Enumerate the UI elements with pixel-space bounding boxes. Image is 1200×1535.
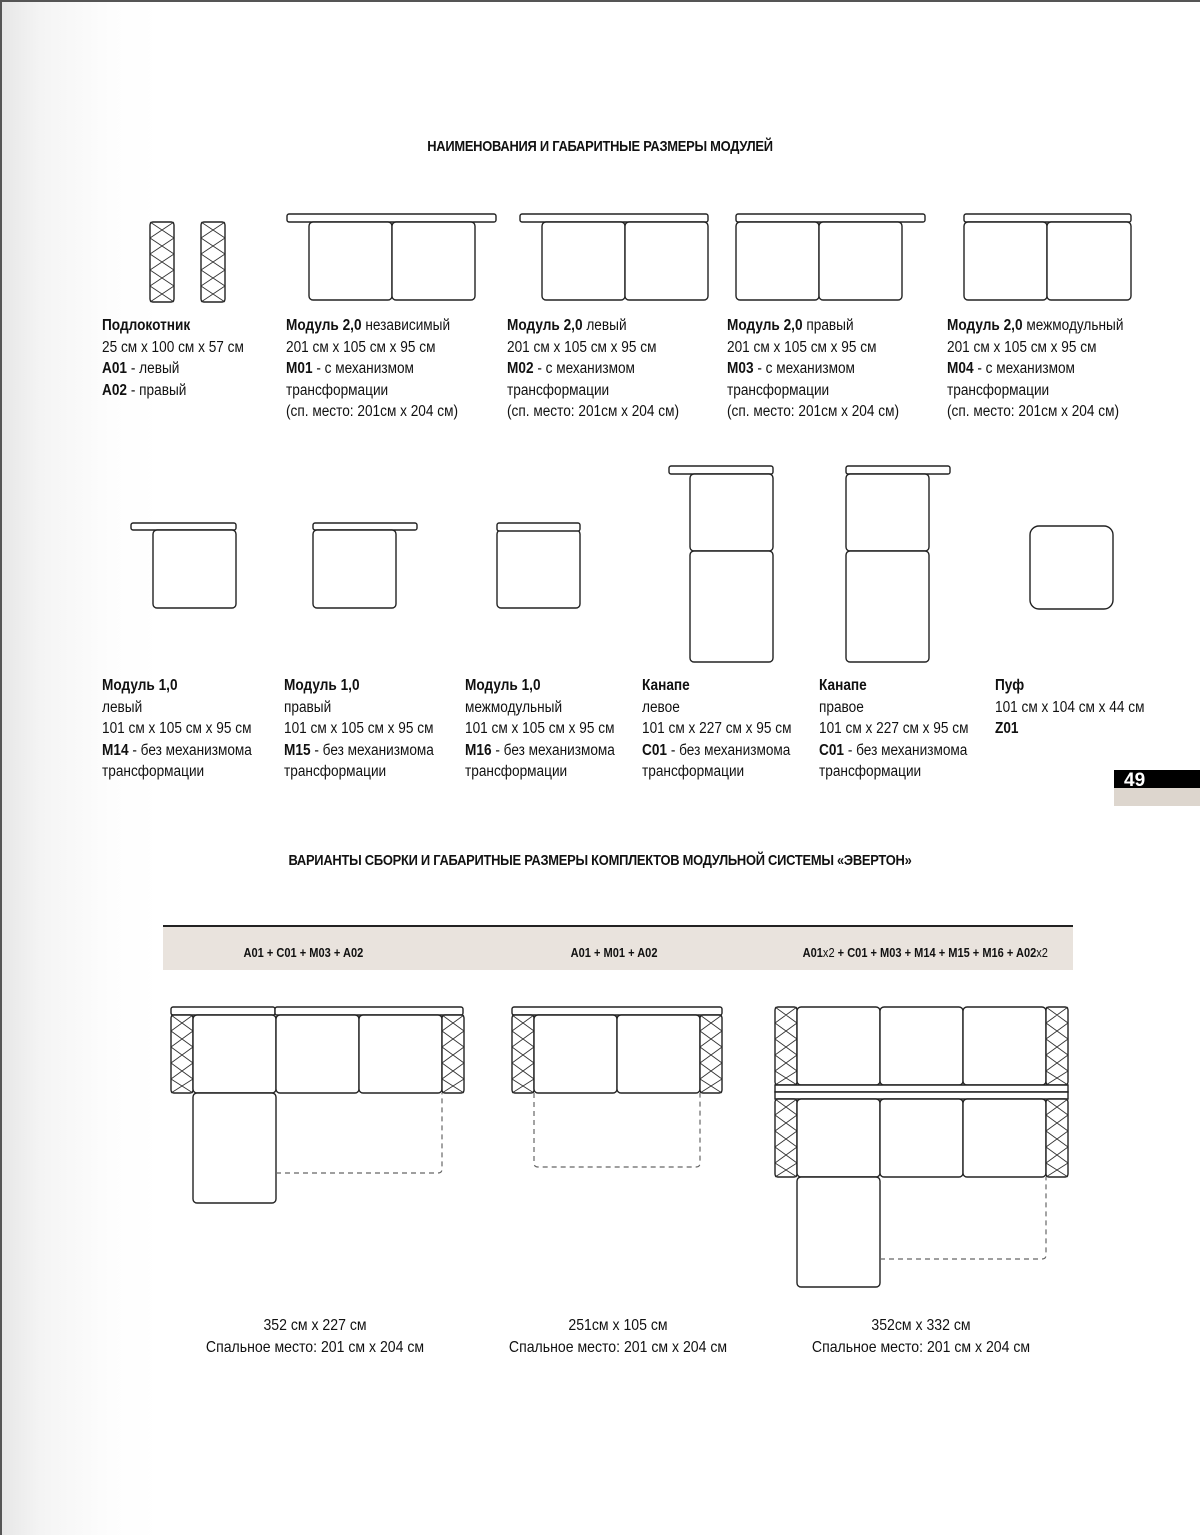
module-code-desc-cont: трансформации [284,763,387,780]
module-code: M15 [284,741,311,759]
module-variant: левое [642,698,680,716]
module-code: M02 [507,360,534,377]
module-code-desc-cont: трансформации [947,381,1050,399]
set-size: 251см х 105 см [568,1317,668,1334]
module-code-desc: - без механизмома [491,741,615,759]
page-number-tab [1114,770,1200,806]
module-code: M14 [102,741,129,759]
module-size: 101 см х 104 см х 44 см [995,698,1145,716]
module-code-desc: - без механизмома [310,741,434,759]
set-size: 352 см х 227 см [263,1317,367,1334]
set-1-drawing [171,1007,465,1205]
section-title-sets: ВАРИАНТЫ СБОРКИ И ГАБАРИТНЫЕ РАЗМЕРЫ КОМПЛЕКТОВ МОДУЛЬНОЙ СИСТЕМЫ «ЭВЕРТОН» [288,852,912,869]
set-2-dimensions [486,1315,750,1359]
module-sleep-size: (сп. место: 201см х 204 см) [507,403,680,420]
module-name: Модуль 2,0 [727,317,803,334]
set-formulas-band [163,925,1073,970]
page-border [0,0,2,1535]
module-code-desc-cont: трансформации [819,763,922,780]
module-name: Модуль 2,0 [286,317,362,334]
module-code-desc: - без механизмома [667,741,791,759]
module-size: 101 см х 227 см х 95 см [819,720,969,737]
module-caption-m02 [507,315,679,423]
pouf-drawing [1030,526,1114,610]
module-caption-m03 [727,315,899,423]
formula-part: A01 [802,945,823,960]
module-size: 201 см х 105 см х 95 см [507,338,657,356]
module-size: 201 см х 105 см х 95 см [947,338,1097,356]
module-size: 101 см х 227 см х 95 см [642,720,792,737]
module-caption-canape-right [819,675,968,783]
module-name: Модуль 1,0 [102,677,178,694]
module-size: 101 см х 105 см х 95 см [465,720,615,737]
module-code: M01 [286,360,313,377]
module-code-desc-cont: трансформации [102,763,205,780]
module-code: A02 [102,381,128,399]
module-variant: правое [819,698,864,716]
module-caption-m15 [284,675,434,783]
armrest-left-drawing [150,222,174,302]
set-formula [803,945,1048,960]
module-sleep-size: (сп. место: 201см х 204 см) [947,403,1120,420]
module-size: 101 см х 105 см х 95 см [102,720,252,737]
module-variant: межмодульный [465,698,563,716]
module-2-right-drawing [736,214,926,302]
set-3-dimensions [789,1315,1053,1359]
module-caption-m01 [286,315,458,423]
module-code-desc: - с механизмом [312,360,414,377]
module-code: A01 [102,360,128,377]
module-size: 201 см х 105 см х 95 см [727,338,877,356]
module-code-desc: - с механизмом [753,360,855,377]
set-sleep-size: Спальное место: 201 см х 204 см [811,1339,1031,1356]
module-variant: межмодульный [1022,317,1124,334]
page-number: 49 [1114,770,1200,788]
set-size: 352см х 332 см [871,1317,971,1334]
set-3-drawing [775,1007,1069,1289]
module-2-intermodule-drawing [964,214,1134,302]
set-sleep-size: Спальное место: 201 см х 204 см [205,1339,425,1356]
module-code-desc: - с механизмом [973,360,1075,377]
module-variant: левый [102,698,143,716]
module-variant: левый [582,317,627,334]
module-caption-canape-left [642,675,791,783]
module-2-independent-drawing [287,214,497,302]
module-2-left-drawing [520,214,710,302]
page-border [0,0,1200,2]
set-formula: A01 + C01 + M03 + A02 [243,945,364,960]
module-code: M16 [465,741,492,759]
module-size: 101 см х 105 см х 95 см [284,720,434,737]
module-name: Канапе [642,677,690,694]
module-code-desc-cont: трансформации [465,763,568,780]
formula-multiplier: x2 [822,945,835,960]
module-name: Модуль 1,0 [284,677,360,694]
formula-part: + C01 + M03 + M14 + M15 + M16 + A02 [834,945,1037,960]
module-code: M03 [727,360,754,377]
module-1-right-drawing [313,523,419,609]
module-caption-m04 [947,315,1123,423]
module-code: C01 [819,741,845,759]
module-code-desc-cont: трансформации [642,763,745,780]
set-sleep-size: Спальное место: 201 см х 204 см [508,1339,728,1356]
module-code-desc: - без механизмома [844,741,968,759]
module-caption-armrest [102,315,244,401]
module-name: Модуль 2,0 [507,317,583,334]
set-1-dimensions [183,1315,447,1359]
module-size: 201 см х 105 см х 95 см [286,338,436,356]
canape-right-drawing [846,466,952,663]
module-code-desc: - левый [127,360,180,377]
page-tab-accent [1114,788,1200,806]
module-code-desc: - правый [127,381,187,399]
module-sleep-size: (сп. место: 201см х 204 см) [727,403,900,420]
module-name: Модуль 1,0 [465,677,541,694]
module-code-desc: - с механизмом [533,360,635,377]
section-title-modules: НАИМЕНОВАНИЯ И ГАБАРИТНЫЕ РАЗМЕРЫ МОДУЛЕЙ [427,138,773,155]
module-name: Пуф [995,677,1025,694]
module-variant: правый [802,317,854,334]
module-name: Канапе [819,677,867,694]
module-name: Подлокотник [102,317,191,334]
module-1-left-drawing [131,523,237,609]
module-code-desc-cont: трансформации [727,381,830,399]
module-variant: независимый [361,317,451,334]
module-code: Z01 [995,720,1019,737]
module-name: Модуль 2,0 [947,317,1023,334]
canape-left-drawing [669,466,775,663]
module-variant: правый [284,698,332,716]
module-code-desc-cont: трансформации [286,381,389,399]
module-code-desc: - без механизмома [128,741,252,759]
module-code: C01 [642,741,668,759]
module-caption-m14 [102,675,252,783]
module-caption-m16 [465,675,615,783]
module-code: M04 [947,360,974,377]
set-2-drawing [512,1007,724,1169]
module-1-intermodule-drawing [497,523,583,609]
set-formula: A01 + M01 + A02 [570,945,658,960]
module-sleep-size: (сп. место: 201см х 204 см) [286,403,459,420]
formula-multiplier: x2 [1036,945,1048,960]
module-code-desc-cont: трансформации [507,381,610,399]
module-size: 25 см х 100 см х 57 см [102,338,244,356]
module-caption-pouf [995,675,1144,740]
armrest-right-drawing [201,222,225,302]
